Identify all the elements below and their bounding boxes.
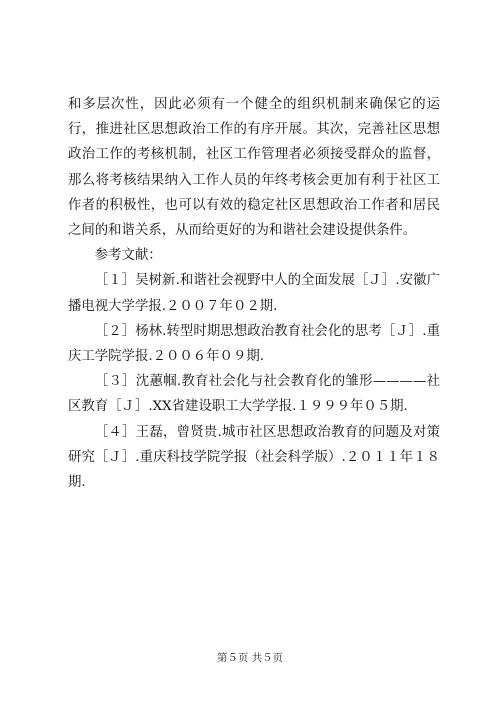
body-paragraph: 和多层次性，因此必须有一个健全的组织机制来确保它的运行，推进社区思想政治工作的有序开展。其次，完善社区思想政治工作的考核机制，社区工作管理者必须接受群众的监督，那么将考核结果纳入工作人员的年终考核会更加有利于社区工作者的积极性，也可以有效的稳定社区思想政治工作者和居民之间的和谐关系，从而给更好的为和谐社会建设提供条件。 <box>68 97 440 239</box>
reference-item-2: ［２］杨林.转型时期思想政治教育社会化的思考［Ｊ］.重庆工学院学报.２００６年０９期. <box>68 323 440 365</box>
references-heading: 参考文献： <box>94 248 162 264</box>
document-body <box>68 92 440 495</box>
page-footer: 第５页 共５页 <box>216 652 284 664</box>
reference-item-1: ［１］吴树新.和谐社会视野中人的全面发展［Ｊ］.安徽广播电视大学学报.２００７年０２期. <box>68 273 440 314</box>
reference-item-4: ［４］王磊，曾贤贵.城市社区思想政治教育的问题及对策研究［Ｊ］.重庆科技学院学报（社会科学版）.２０１１年１８期. <box>68 424 440 491</box>
reference-item-3: ［３］沈蕙帼.教育社会化与社会教育化的雏形————社区教育［Ｊ］.XX省建设职工大学学报.１９９９年０５期. <box>68 374 440 415</box>
